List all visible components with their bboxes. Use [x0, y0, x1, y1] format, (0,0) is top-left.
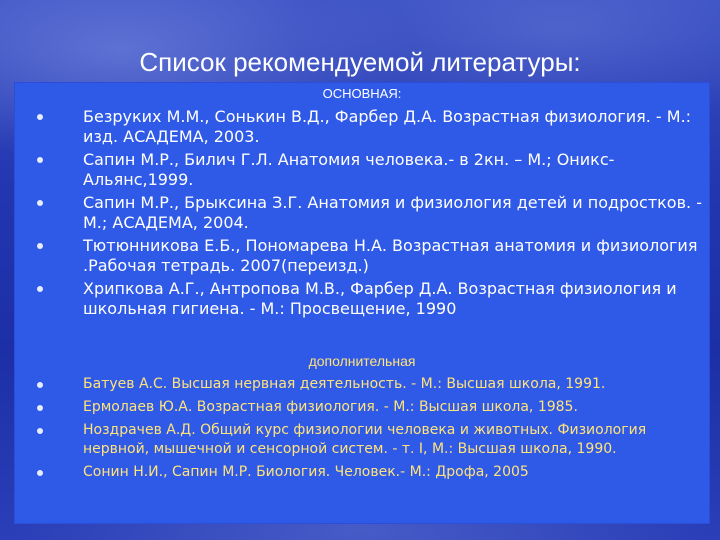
list-item: [15, 236, 709, 276]
bullet-icon: [37, 382, 43, 388]
list-item: [15, 375, 709, 394]
extra-reference-list: [15, 375, 709, 486]
list-item: [15, 398, 709, 417]
bullet-icon: [37, 243, 43, 249]
reference-text: Тютюнникова Е.Б., Пономарева Н.А. Возрастная анатомия и физиология .Рабочая тетрадь. 2007(переизд.): [83, 236, 698, 275]
reference-text: Ермолаев Ю.А. Возрастная физиология. - М.: Высшая школа, 1985.: [83, 399, 578, 415]
bullet-icon: [37, 157, 43, 163]
list-item: [15, 279, 709, 319]
main-section-heading: ОСНОВНАЯ:: [322, 86, 402, 101]
reference-text: Хрипкова А.Г., Антропова М.В., Фарбер Д.А. Возрастная физиология и школьная гигиена. - М.: Просвещение, 1990: [83, 279, 677, 318]
bullet-icon: [37, 428, 43, 434]
list-item: [15, 150, 709, 190]
reference-text: Сапин М.Р., Билич Г.Л. Анатомия человека.- в 2кн. – М.; Оникс-Альянс,1999.: [83, 150, 615, 189]
slide-title: Список рекомендуемой литературы:: [139, 47, 581, 78]
reference-text: Сапин М.Р., Брыксина З.Г. Анатомия и физиология детей и подростков. - М.; АСАДЕМА, 2004.: [83, 193, 702, 232]
bullet-icon: [37, 405, 43, 411]
reference-text: Сонин Н.И., Сапин М.Р. Биология. Человек.- М.: Дрофа, 2005: [83, 464, 529, 480]
list-item: [15, 107, 709, 147]
reference-text: Батуев А.С. Высшая нервная деятельность. - М.: Высшая школа, 1991.: [83, 376, 606, 392]
reference-text: Безруких М.М., Сонькин В.Д., Фарбер Д.А. Возрастная физиология. - М.: изд. АСАДЕМА, 2003.: [83, 107, 692, 146]
list-item: [15, 463, 709, 482]
list-item: [15, 193, 709, 233]
bullet-icon: [37, 200, 43, 206]
bullet-icon: [37, 286, 43, 292]
main-reference-list: [15, 107, 709, 322]
list-item: [15, 421, 709, 459]
bullet-icon: [37, 470, 43, 476]
bullet-icon: [37, 114, 43, 120]
extra-section-heading: дополнительная: [308, 353, 416, 369]
reference-text: Ноздрачев А.Д. Общий курс физиологии человека и животных. Физиология нервной, мышечной и сенсорной систем. - т. I, М.: Высшая школа, 1990.: [83, 422, 647, 457]
content-box: [14, 82, 710, 524]
